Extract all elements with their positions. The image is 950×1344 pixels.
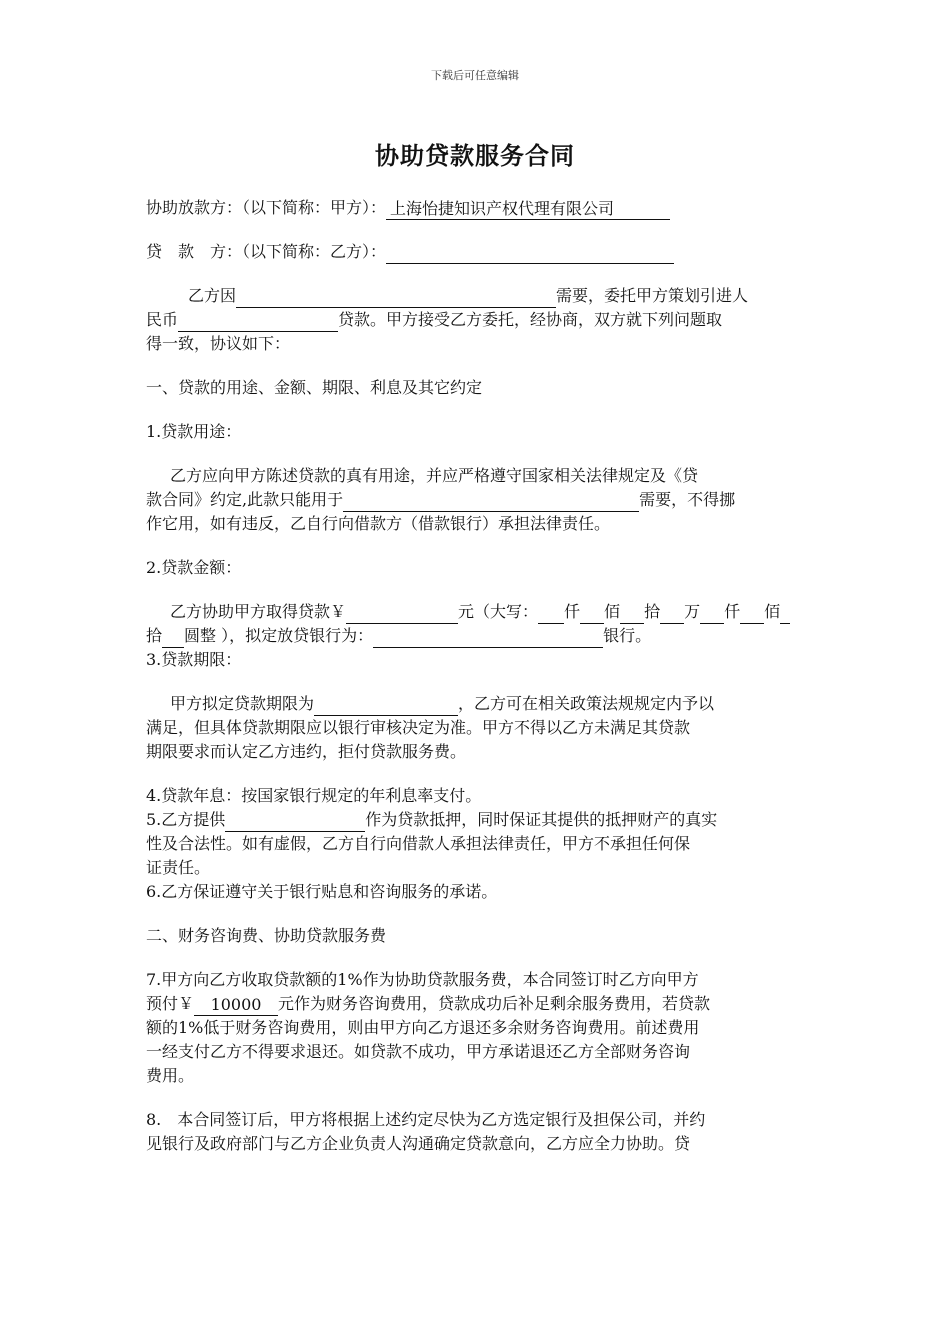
item-2-line-2 (146, 624, 806, 648)
collateral-blank (225, 811, 365, 832)
unit-bai-2: 佰 (764, 602, 781, 621)
item-3-text-b: ，乙方可在相关政策法规规定内予以 (458, 694, 715, 713)
loan-term-blank (314, 695, 458, 716)
blank-shi-2 (162, 627, 184, 648)
loan-reason-blank (236, 287, 556, 308)
intro-text-4: 贷款。甲方接受乙方委托，经协商，双方就下列问题取 (338, 310, 723, 329)
intro-text-2: 需要，委托甲方策划引进人 (556, 286, 749, 305)
item-7-line-3: 额的1%低于财务咨询费用，则由甲方向乙方退还多余财务咨询费用。前述费用 (146, 1018, 700, 1037)
item-5-text-a: 5.乙方提供 (146, 810, 226, 829)
item-7-text-b: 元作为财务咨询费用，贷款成功后补足剩余服务费用，若贷款 (278, 994, 711, 1013)
item-5-text-b: 作为贷款抵押，同时保证其提供的抵押财产的真实 (365, 810, 718, 829)
blank-end (780, 603, 790, 624)
item-5-line-2: 性及合法性。如有虚假，乙方自行向借款人承担法律责任，甲方不承担任何保 (146, 834, 691, 853)
prepaid-amount-field (194, 995, 278, 1016)
item-6-line: 6.乙方保证遵守关于银行贴息和咨询服务的承诺。 (146, 882, 498, 901)
item-2-text-d: 银行。 (603, 626, 652, 645)
party-b-name-blank (386, 243, 674, 264)
header-note: 下载后可任意编辑 (431, 69, 519, 82)
intro-text-3: 民币 (146, 310, 179, 329)
intro-text-5: 得一致，协议如下： (146, 334, 291, 353)
item-2-text-c: 圆整 ），拟定放贷银行为： (184, 626, 374, 645)
item-1-text-b: 需要，不得挪 (639, 490, 736, 509)
party-a-line (146, 196, 806, 220)
item-7-line-1: 7.甲方向乙方收取贷款额的1%作为协助贷款服务费，本合同签订时乙方向甲方 (146, 970, 699, 989)
party-a-name-field (386, 199, 670, 220)
party-a-label: 协助放款方：（以下简称：甲方）： (146, 198, 387, 217)
item-3-line-1 (146, 692, 806, 716)
item-7-text-a: 预付￥ (146, 994, 195, 1013)
item-2-heading: 2.贷款金额： (146, 558, 242, 577)
item-7-line-2 (146, 992, 806, 1016)
item-3-heading: 3.贷款期限： (146, 650, 242, 669)
intro-line-3 (146, 332, 806, 356)
unit-qian-2: 仟 (724, 602, 741, 621)
blank-bai-2 (740, 603, 764, 624)
intro-line-2 (146, 308, 806, 332)
item-5-line-1 (146, 808, 806, 832)
contract-title: 协助贷款服务合同 (375, 141, 575, 170)
loan-purpose-blank (343, 491, 639, 512)
item-8-line-2: 见银行及政府部门与乙方企业负责人沟通确定贷款意向，乙方应全力协助。贷 (146, 1134, 691, 1153)
prepaid-amount: 10000 (210, 995, 262, 1014)
item-7-line-5: 费用。 (146, 1066, 195, 1085)
item-1-line-1: 乙方应向甲方陈述贷款的真有用途，并应严格遵守国家相关法律规定及《贷 (170, 466, 699, 485)
intro-line-1 (146, 284, 806, 308)
party-b-label: 贷 款 方：（以下简称：乙方）： (146, 242, 387, 261)
item-1-text-a: 款合同》约定,此款只能用于 (146, 490, 344, 509)
item-2-line-1 (146, 600, 806, 624)
blank-wan (660, 603, 684, 624)
loan-amount-blank (178, 311, 338, 332)
item-1-line-2 (146, 488, 806, 512)
item-3-text-a: 甲方拟定贷款期限为 (170, 694, 315, 713)
blank-shi (620, 603, 644, 624)
blank-qian-2 (700, 603, 724, 624)
intro-text-1: 乙方因 (188, 286, 237, 305)
unit-shi: 拾 (644, 602, 661, 621)
item-3-line-2: 满足，但具体贷款期限应以银行审核决定为准。甲方不得以乙方未满足其贷款 (146, 718, 691, 737)
item-1-heading: 1.贷款用途： (146, 422, 242, 441)
unit-qian: 仟 (564, 602, 581, 621)
item-2-text-a: 乙方协助甲方取得贷款￥ (170, 602, 347, 621)
item-4-line: 4.贷款年息：按国家银行规定的年利息率支付。 (146, 786, 482, 805)
blank-qian (538, 603, 564, 624)
section-2-heading: 二、财务咨询费、协助贷款服务费 (146, 926, 387, 945)
item-1-line-3: 作它用，如有违反，乙自行向借款方（借款银行）承担法律责任。 (146, 514, 611, 533)
loan-amount-figure-blank (346, 603, 458, 624)
blank-bai (580, 603, 604, 624)
item-3-line-3: 期限要求而认定乙方违约，拒付贷款服务费。 (146, 742, 467, 761)
party-a-name: 上海怡捷知识产权代理有限公司 (390, 199, 615, 218)
item-2-text-b: 元（大写： (458, 602, 539, 621)
item-8-line-1: 8. 本合同签订后，甲方将根据上述约定尽快为乙方选定银行及担保公司，并约 (146, 1110, 706, 1129)
unit-shi-2: 拾 (146, 626, 163, 645)
contract-body (146, 196, 806, 1156)
section-1-heading: 一、贷款的用途、金额、期限、利息及其它约定 (146, 378, 483, 397)
unit-wan: 万 (684, 602, 701, 621)
item-5-line-3: 证责任。 (146, 858, 211, 877)
party-b-line (146, 240, 806, 264)
unit-bai: 佰 (604, 602, 621, 621)
item-7-line-4: 一经支付乙方不得要求退还。如贷款不成功，甲方承诺退还乙方全部财务咨询 (146, 1042, 691, 1061)
bank-name-blank (373, 627, 603, 648)
